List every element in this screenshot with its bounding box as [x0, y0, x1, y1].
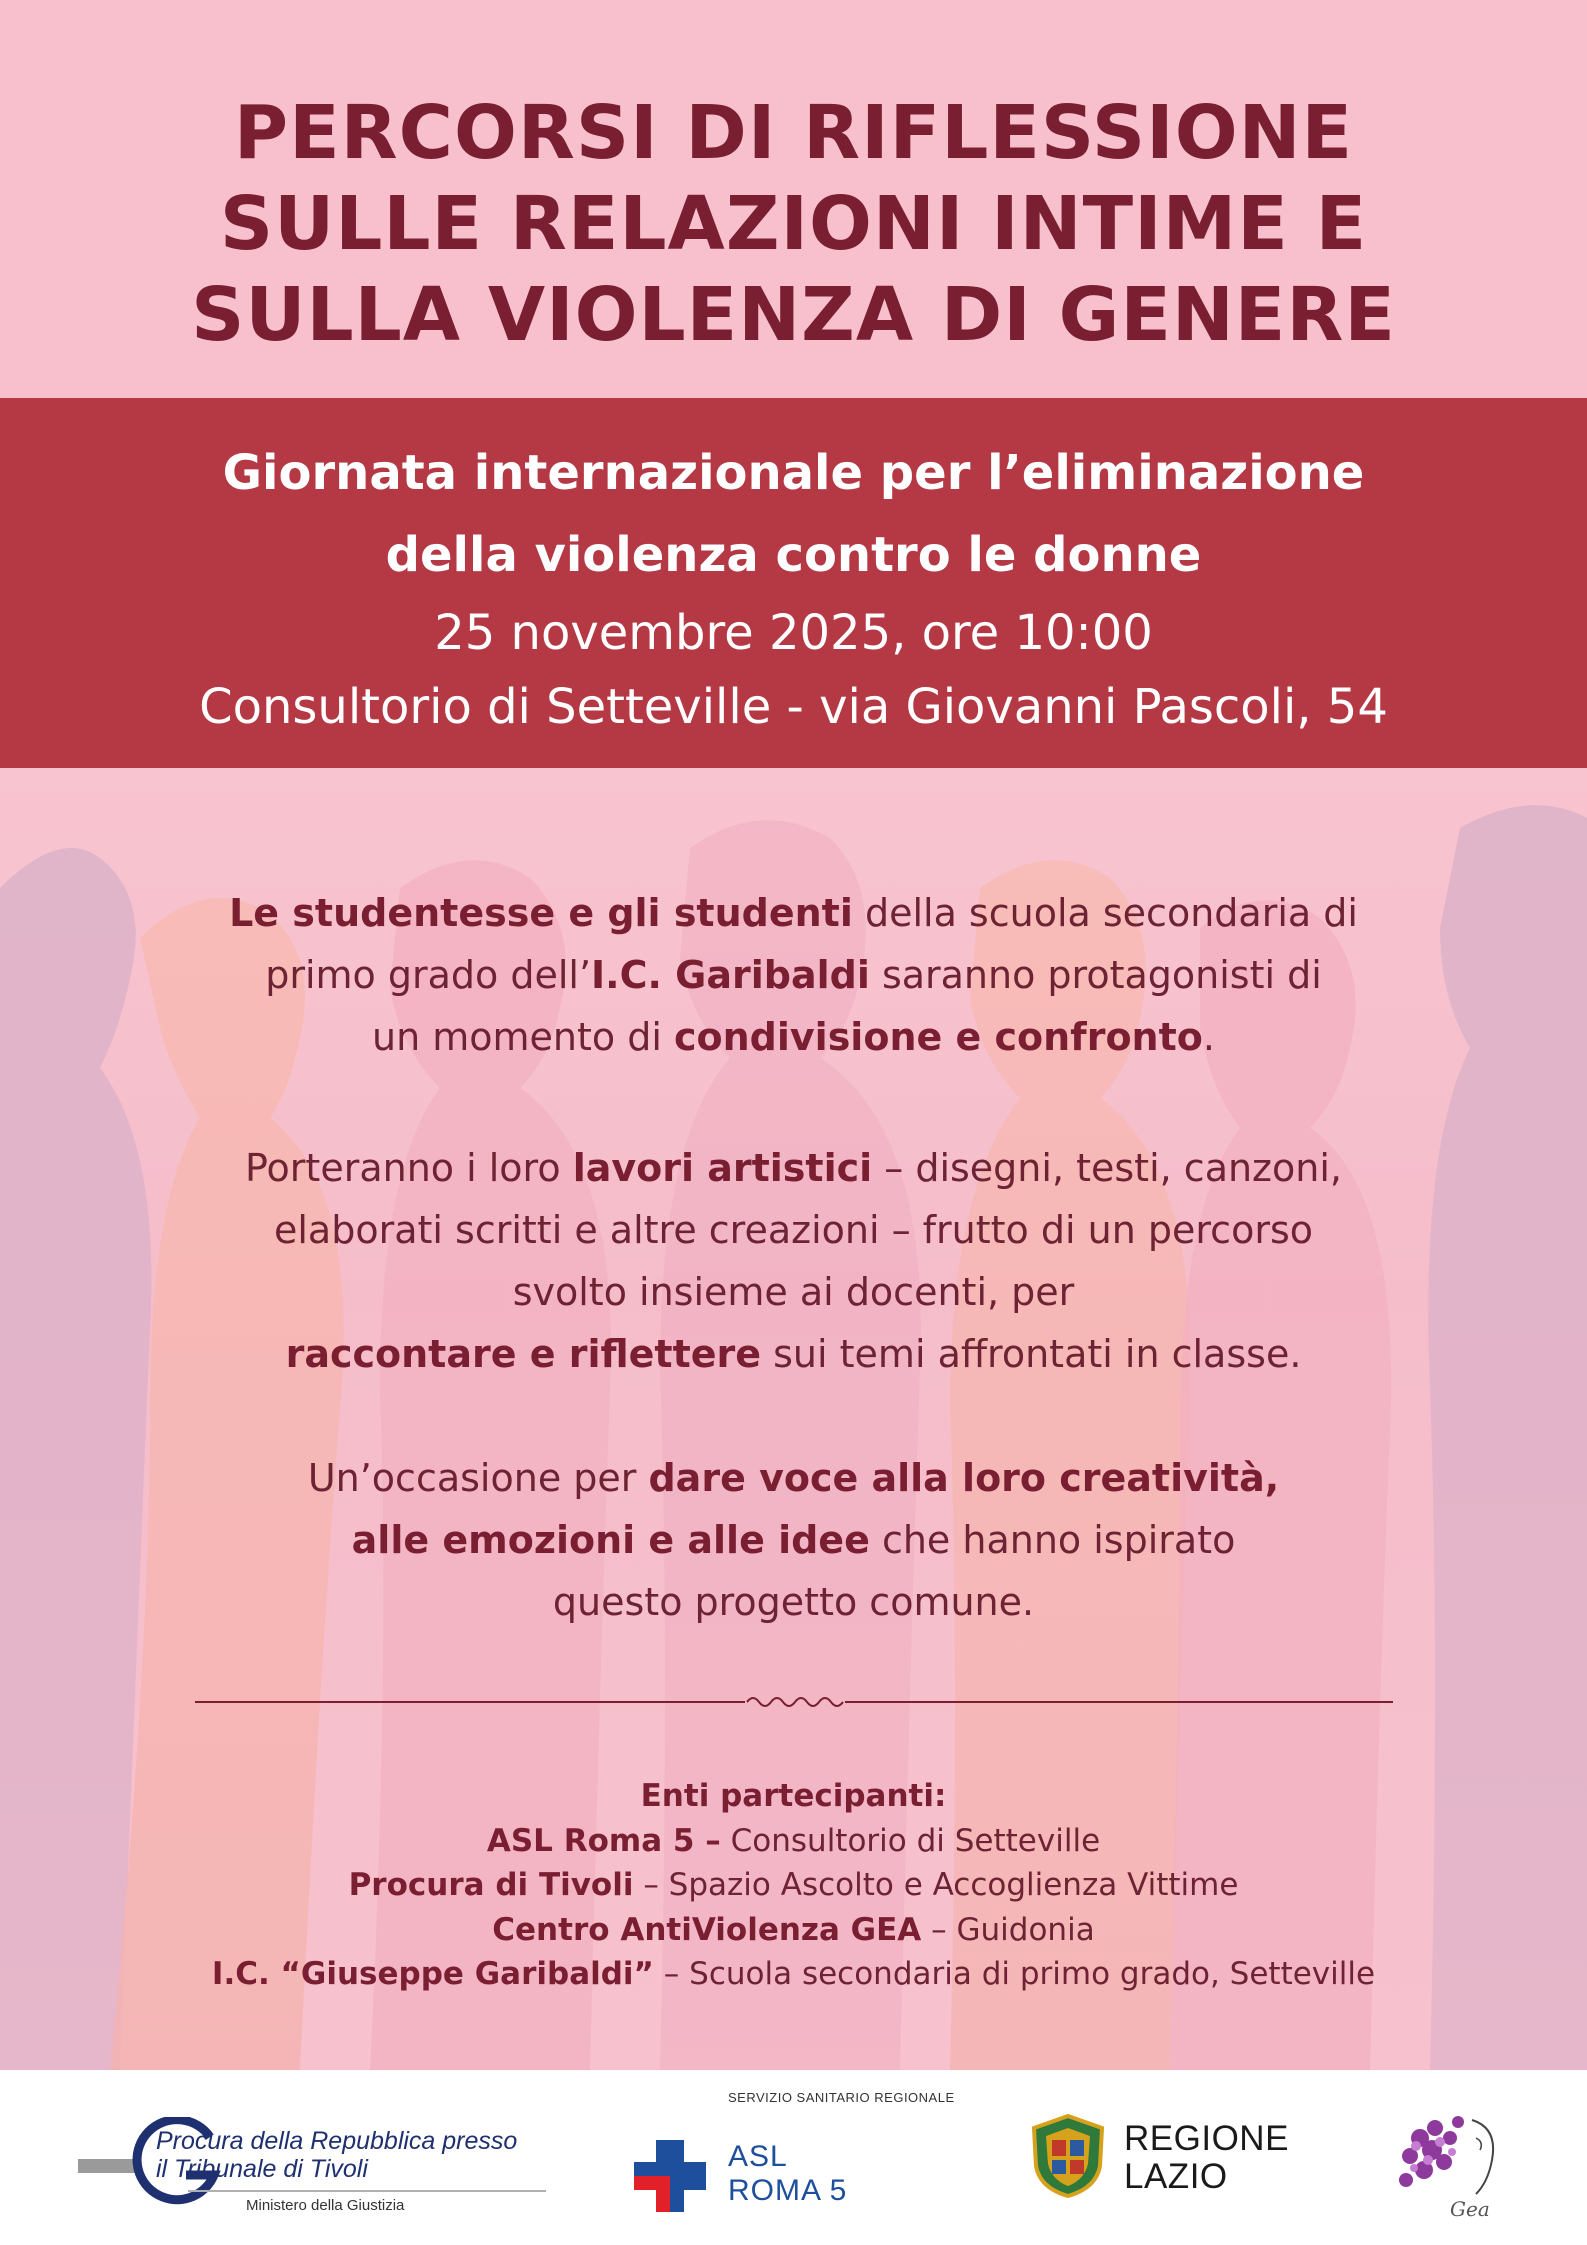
emphasis: I.C. Garibaldi [591, 953, 870, 997]
gea-flowers-icon [1380, 2098, 1520, 2228]
text-line [0, 882, 1587, 944]
gea-antiviolence-logo [1380, 2098, 1520, 2228]
lazio-name-line: REGIONE [1124, 2119, 1289, 2158]
lazio-name-line: LAZIO [1124, 2157, 1228, 2196]
emphasis: alle emozioni e alle idee [351, 1518, 870, 1562]
paragraph-works [0, 1137, 1587, 1385]
text-line [0, 944, 1587, 1006]
event-subtitle [0, 432, 1587, 596]
partner-desc: Consultorio di Setteville [720, 1822, 1101, 1859]
text: Un’occasione per [307, 1456, 649, 1500]
text-line [0, 1137, 1587, 1199]
partner-name: Procura di Tivoli [348, 1867, 634, 1903]
partner-desc: – Scuola secondaria di primo grado, Setteville [653, 1956, 1376, 1992]
partners-heading [0, 1774, 1587, 1819]
procura-line2: il Tribunale di Tivoli [156, 2155, 368, 2183]
text-line: elaborati scritti e altre creazioni – frutto di un percorso [273, 1208, 1313, 1252]
partner-name: I.C. “Giuseppe Garibaldi” [211, 1956, 654, 1992]
participating-entities [0, 1774, 1587, 1997]
text: un momento di [372, 1015, 674, 1059]
medical-cross-icon [632, 2138, 708, 2214]
lazio-name [1124, 2120, 1289, 2196]
partner-item [0, 1863, 1587, 1908]
title-line: SULLA VIOLENZA DI GENERE [191, 272, 1396, 358]
text-line [0, 1509, 1587, 1571]
text: sui temi affrontati in classe. [761, 1332, 1302, 1376]
text: – disegni, testi, canzoni, [872, 1146, 1342, 1190]
text-line: questo progetto comune. [552, 1580, 1035, 1624]
gea-signature: Gea [1450, 2197, 1490, 2221]
header [0, 0, 1587, 398]
procura-tivoli-logo [78, 2115, 558, 2225]
footer-logos [0, 2070, 1587, 2245]
text-line [0, 1323, 1587, 1385]
ministry-label: Ministero della Giustizia [246, 2197, 405, 2214]
partner-item [0, 1908, 1587, 1953]
partner-desc: – Spazio Ascolto e Accoglienza Vittime [633, 1867, 1239, 1903]
regione-lazio-logo [1028, 2114, 1318, 2204]
emphasis: lavori artistici [572, 1146, 873, 1190]
asl-name-line: ASL [728, 2140, 788, 2173]
partner-name: Centro AntiViolenza GEA [492, 1911, 922, 1948]
procura-line1: Procura della Repubblica presso [156, 2127, 518, 2155]
title-line: PERCORSI DI RIFLESSIONE [233, 90, 1354, 176]
emphasis: raccontare e riflettere [285, 1332, 762, 1376]
asl-name-line: ROMA 5 [728, 2174, 848, 2207]
asl-roma5-logo [632, 2090, 962, 2230]
text: della scuola secondaria di [852, 891, 1358, 935]
text: . [1202, 1015, 1215, 1059]
event-band [0, 398, 1587, 768]
text-line [0, 1006, 1587, 1068]
text: Porteranno i loro [245, 1146, 573, 1190]
logo-rule [188, 2190, 546, 2192]
main-title [0, 88, 1587, 361]
partner-item [0, 1819, 1587, 1864]
text: che hanno ispirato [869, 1518, 1236, 1562]
partner-item [0, 1952, 1587, 1997]
text: saranno protagonisti di [869, 953, 1322, 997]
text-line [0, 1447, 1587, 1509]
event-details [0, 596, 1587, 744]
service-label: SERVIZIO SANITARIO REGIONALE [728, 2090, 955, 2105]
text: primo grado dell’ [265, 953, 592, 997]
emphasis: condivisione e confronto [673, 1015, 1203, 1059]
asl-name [728, 2140, 847, 2208]
subtitle-line: della violenza contro le donne [385, 527, 1202, 583]
ornamental-divider [195, 1690, 1393, 1714]
subtitle-line: Giornata internazionale per l’eliminazione [222, 445, 1365, 501]
event-location: Consultorio di Setteville - via Giovanni Pascoli, 54 [199, 679, 1388, 735]
paragraph-intro [0, 882, 1587, 1068]
emphasis: dare voce alla loro creatività, [648, 1456, 1280, 1500]
text-line: svolto insieme ai docenti, per [512, 1270, 1075, 1314]
partner-name: ASL Roma 5 – [486, 1822, 721, 1859]
regional-crest-icon [1028, 2114, 1108, 2198]
emphasis: Le studentesse e gli studenti [229, 891, 853, 935]
heading-text: Enti partecipanti: [640, 1778, 947, 1814]
paragraph-occasion [0, 1447, 1587, 1633]
partner-desc: – Guidonia [921, 1911, 1095, 1948]
event-date-time: 25 novembre 2025, ore 10:00 [434, 605, 1153, 661]
title-line: SULLE RELAZIONI INTIME E [219, 181, 1368, 267]
